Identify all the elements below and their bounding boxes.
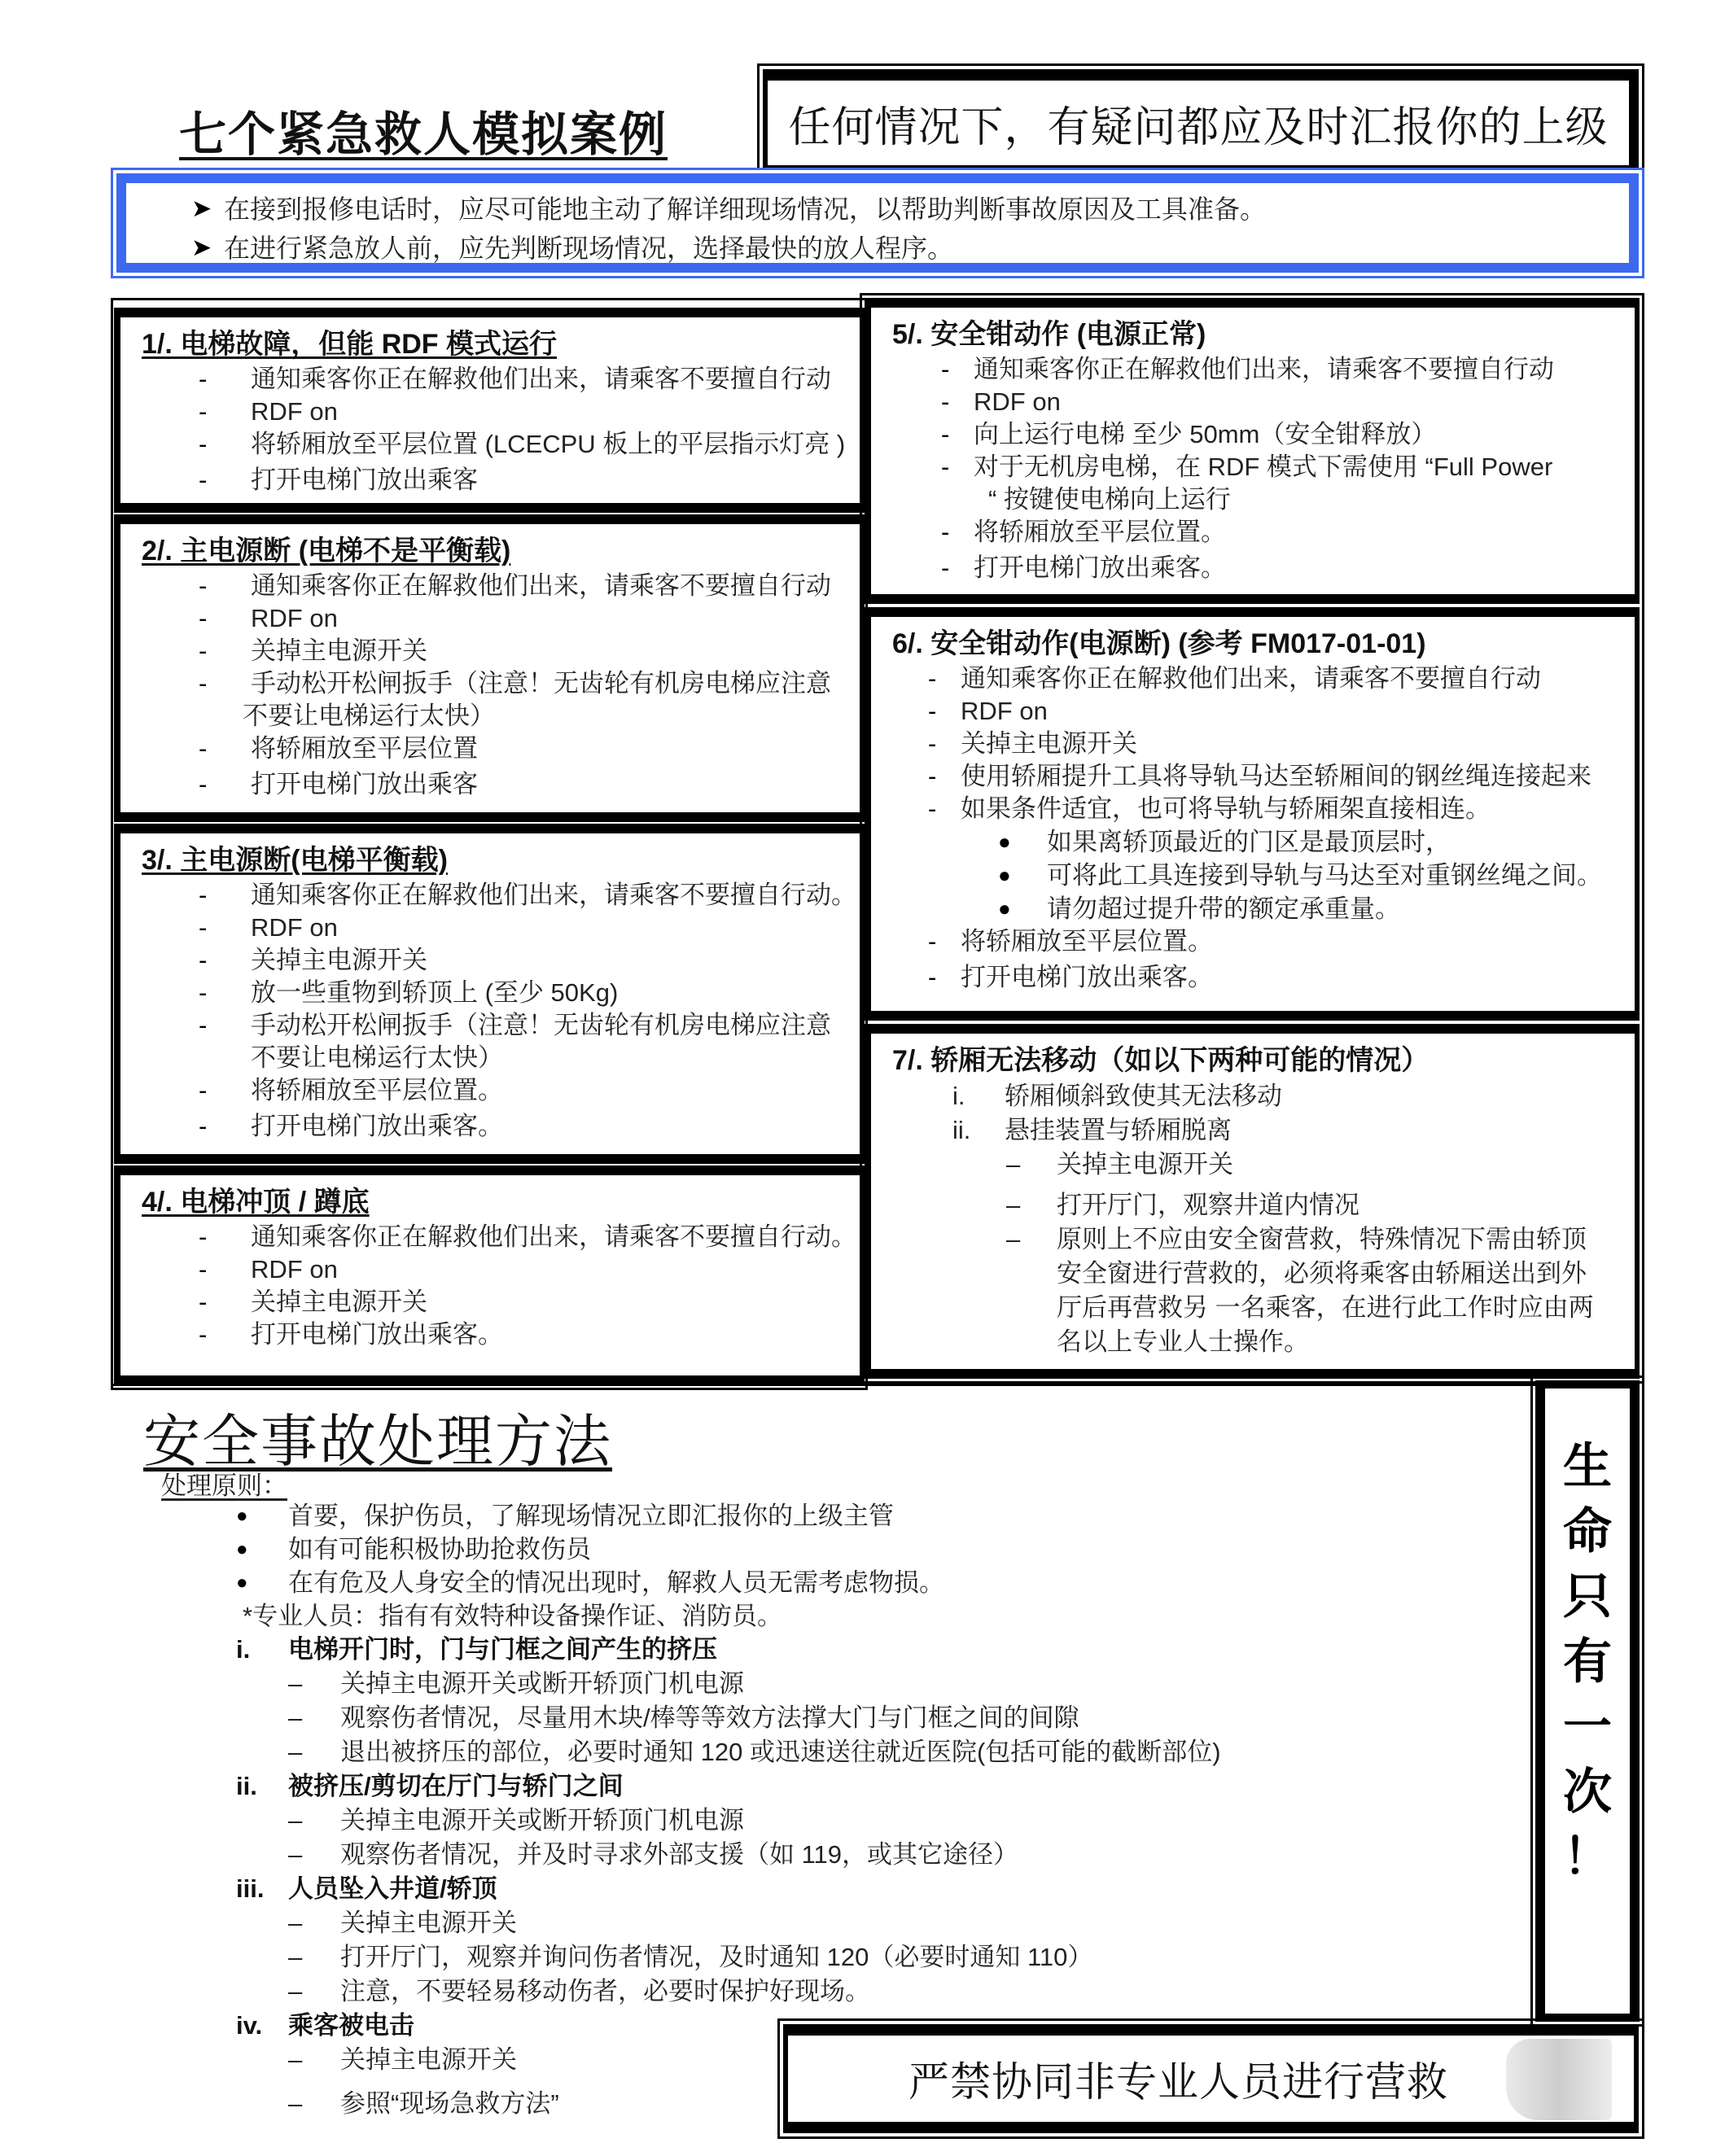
dash-icon: – — [288, 1909, 303, 1937]
case-title: 5/. 安全钳动作 (电源正常) — [892, 319, 1206, 350]
scenario-title: 电梯开门时，门与门框之间产生的挤压 — [288, 1635, 717, 1664]
case-step: 通知乘客你正在解救他们出来，请乘客不要擅自行动 — [251, 571, 831, 600]
slogan-char: 生 — [1563, 1438, 1612, 1495]
case-step: 手动松开松闸扳手（注意！无齿轮有机房电梯应注意 — [251, 1011, 831, 1039]
dash-icon: – — [288, 1977, 303, 2005]
dash-icon: - — [199, 913, 208, 942]
principle-item: 首要，保护伤员，了解现场情况立即汇报你的上级主管 — [288, 1502, 894, 1530]
scenario-step: 观察伤者情况，并及时寻求外部支援（如 119，或其它途径） — [340, 1840, 1019, 1869]
dash-icon: - — [199, 365, 208, 393]
case-1 — [114, 308, 865, 513]
dash-icon: - — [928, 762, 937, 790]
dash-icon: - — [199, 770, 208, 798]
bullet-icon: ● — [998, 863, 1011, 887]
dash-icon: – — [288, 2045, 303, 2074]
scenario-number: iii. — [236, 1874, 265, 1903]
scenario-step: 打开厅门，观察并询问伤者情况，及时通知 120（必要时通知 110） — [340, 1943, 1093, 1971]
scenario-step: 注意，不要轻易移动伤者，必要时保护好现场。 — [340, 1977, 870, 2005]
life-slogan-box — [1530, 1375, 1644, 2027]
notice-text: 在接到报修电话时，应尽可能地主动了解详细现场情况，以帮助判断事故原因及工具准备。 — [224, 195, 1267, 224]
case-step: RDF on — [961, 697, 1048, 725]
case-step: 打开电梯门放出乘客 — [251, 466, 478, 494]
principle-label: 处理原则： — [161, 1472, 287, 1500]
case-step: RDF on — [251, 604, 338, 632]
divider — [111, 1384, 1539, 1386]
dash-icon: - — [199, 669, 208, 698]
professional-note: *专业人员：指有有效特种设备操作证、消防员。 — [243, 1602, 783, 1630]
arrow-bullet-icon: ➤ — [191, 195, 212, 222]
slogan-char: 命 — [1563, 1503, 1612, 1560]
dash-icon: – — [288, 1703, 303, 1732]
notice-line — [191, 229, 1629, 268]
case-step: 关掉主电源开关 — [1057, 1150, 1233, 1179]
bullet-icon: ● — [236, 1505, 248, 1527]
slogan-char: 只 — [1563, 1568, 1612, 1625]
scenario-number: ii. — [236, 1772, 257, 1800]
case-step: 通知乘客你正在解救他们出来，请乘客不要擅自行动 — [251, 365, 831, 393]
case-3 — [114, 824, 865, 1164]
case-step: 如果条件适宜，也可将导轨与轿厢架直接相连。 — [961, 794, 1491, 823]
case-step: 对于无机房电梯，在 RDF 模式下需使用 “Full Power — [974, 453, 1553, 481]
case-title: 4/. 电梯冲顶 / 蹲底 — [142, 1187, 370, 1218]
page-title: 七个紧急救人模拟案例 — [179, 108, 668, 161]
case-step: RDF on — [251, 913, 338, 942]
scenario-step: 关掉主电源开关或断开轿顶门机电源 — [340, 1806, 744, 1835]
principle-item: 如有可能积极协助抢救伤员 — [288, 1535, 591, 1563]
case-step: RDF on — [251, 397, 338, 426]
dash-icon: - — [199, 978, 208, 1007]
case-step: 关掉主电源开关 — [251, 1288, 427, 1316]
case-5 — [865, 298, 1640, 604]
case-item: 轿厢倾斜致使其无法移动 — [1005, 1082, 1282, 1110]
case-step: 放一些重物到轿顶上 (至少 50Kg) — [251, 978, 619, 1007]
dash-icon: – — [288, 1943, 303, 1971]
case-step: 打开电梯门放出乘客。 — [251, 1320, 503, 1349]
case-title: 7/. 轿厢无法移动（如以下两种可能的情况） — [892, 1045, 1429, 1076]
bullet-icon: ● — [236, 1538, 248, 1560]
slogan-char: 有 — [1563, 1633, 1612, 1690]
dash-icon: – — [288, 1738, 303, 1766]
dash-icon: - — [199, 636, 208, 665]
dash-icon: - — [199, 1112, 208, 1140]
dash-icon: – — [288, 1840, 303, 1869]
dash-icon: - — [928, 963, 937, 991]
banner-text: 任何情况下，有疑问都应及时汇报你的上级 — [788, 103, 1609, 151]
slogan-char: 一 — [1563, 1699, 1612, 1756]
case-step: 向上运行电梯 至少 50mm（安全钳释放） — [974, 420, 1437, 448]
bullet-icon: ● — [998, 896, 1011, 921]
case-bullet: 如果离轿顶最近的门区是最顶层时， — [1047, 828, 1451, 856]
case-step: 将轿厢放至平层位置。 — [251, 1076, 503, 1104]
dash-icon: - — [199, 466, 208, 494]
case-step: RDF on — [251, 1255, 338, 1284]
case-bullet: 可将此工具连接到导轨与马达至对重钢丝绳之间。 — [1047, 861, 1602, 890]
case-step: RDF on — [974, 387, 1061, 416]
case-step: 将轿厢放至平层位置。 — [974, 518, 1226, 546]
case-step: 不要让电梯运行太快） — [251, 1043, 503, 1072]
forbid-text: 严禁协同非专业人员进行营救 — [908, 2059, 1448, 2105]
notice-line — [191, 190, 1629, 229]
case-step: 关掉主电源开关 — [251, 946, 427, 974]
case-step: 将轿厢放至平层位置 (LCECPU 板上的平层指示灯亮 ) — [251, 430, 846, 458]
dash-icon: – — [1006, 1191, 1021, 1219]
case-step: 打开电梯门放出乘客。 — [251, 1112, 503, 1140]
scenario-number: i. — [236, 1635, 251, 1664]
scenario-step: 观察伤者情况，尽量用木块/棒等等效方法撑大门与门框之间的间隙 — [340, 1703, 1079, 1732]
scenario-step: 关掉主电源开关或断开轿顶门机电源 — [340, 1669, 744, 1698]
scenario-number: iv. — [236, 2011, 263, 2040]
safety-title: 安全事故处理方法 — [143, 1410, 612, 1473]
case-step: 使用轿厢提升工具将导轨马达至轿厢间的钢丝绳连接起来 — [961, 762, 1591, 790]
case-step: 通知乘客你正在解救他们出来，请乘客不要擅自行动 — [974, 355, 1554, 383]
dash-icon: – — [288, 2089, 303, 2118]
dash-icon: - — [199, 946, 208, 974]
slogan-char: 次 — [1563, 1764, 1612, 1821]
scenario-title: 被挤压/剪切在厅门与轿门之间 — [288, 1772, 624, 1800]
case-2 — [114, 514, 865, 822]
dash-icon: - — [199, 1320, 208, 1349]
case-step: 通知乘客你正在解救他们出来，请乘客不要擅自行动。 — [251, 1222, 856, 1251]
dash-icon: - — [941, 453, 950, 481]
dash-icon: – — [288, 1669, 303, 1698]
case-7 — [865, 1024, 1640, 1379]
dash-icon: - — [199, 1255, 208, 1284]
bullet-icon: ● — [998, 829, 1011, 854]
arrow-bullet-icon: ➤ — [191, 234, 212, 261]
principle-item: 在有危及人身安全的情况出现时，解救人员无需考虑物损。 — [288, 1568, 944, 1597]
case-step: 打开电梯门放出乘客。 — [974, 553, 1226, 582]
dash-icon: - — [941, 420, 950, 448]
dash-icon: - — [199, 734, 208, 763]
case-4 — [114, 1165, 865, 1385]
bullet-icon: ● — [236, 1572, 248, 1594]
case-step: 关掉主电源开关 — [251, 636, 427, 665]
case-6 — [865, 607, 1640, 1021]
case-title: 3/. 主电源断(电梯平衡载) — [142, 845, 448, 876]
case-bullet: 请勿超过提升带的额定承重量。 — [1047, 894, 1400, 923]
case-step: 手动松开松闸扳手（注意！无齿轮有机房电梯应注意 — [251, 669, 831, 698]
case-step: 通知乘客你正在解救他们出来，请乘客不要擅自行动 — [961, 664, 1541, 693]
dash-icon: – — [1006, 1150, 1021, 1179]
dash-icon: - — [199, 430, 208, 458]
case-title: 2/. 主电源断 (电梯不是平衡载) — [142, 536, 511, 566]
case-step: 打开厅门，观察井道内情况 — [1057, 1191, 1359, 1219]
dash-icon: – — [1006, 1225, 1021, 1253]
dash-icon: - — [199, 1076, 208, 1104]
scenario-step: 关掉主电源开关 — [340, 2045, 517, 2074]
dash-icon: - — [928, 927, 937, 956]
dash-icon: - — [928, 794, 937, 823]
scenario-step: 关掉主电源开关 — [340, 1909, 517, 1937]
case-item: 悬挂装置与轿厢脱离 — [1005, 1116, 1232, 1144]
item-number: ii. — [952, 1116, 971, 1144]
dash-icon: - — [199, 604, 208, 632]
dash-icon: - — [941, 518, 950, 546]
scenario-step: 退出被挤压的部位，必要时通知 120 或迅速送往就近医院(包括可能的截断部位) — [340, 1738, 1221, 1766]
dash-icon: - — [199, 1222, 208, 1251]
case-step: “ 按键使电梯向上运行 — [988, 485, 1231, 514]
case-step: 打开电梯门放出乘客。 — [961, 963, 1213, 991]
dash-icon: - — [941, 387, 950, 416]
dash-icon: – — [288, 1806, 303, 1835]
watermark-blur — [1506, 2039, 1612, 2120]
case-step: 将轿厢放至平层位置。 — [961, 927, 1213, 956]
dash-icon: - — [199, 397, 208, 426]
case-step: 将轿厢放至平层位置 — [251, 734, 478, 763]
case-step: 不要让电梯运行太快） — [243, 702, 495, 730]
dash-icon: - — [199, 1288, 208, 1316]
item-number: i. — [952, 1082, 965, 1110]
slogan-char: ！ — [1563, 1829, 1612, 1886]
case-step: 原则上不应由安全窗营救，特殊情况下需由轿顶安全窗进行营救的，必须将乘客由轿厢送出到外厅后再营救另 一名乘客，在进行此工作时应由两名以上专业人士操作。 — [1057, 1225, 1594, 1356]
case-title: 6/. 安全钳动作(电源断) (参考 FM017-01-01) — [892, 628, 1426, 659]
report-banner — [757, 63, 1644, 176]
dash-icon: - — [941, 355, 950, 383]
notice-box — [111, 168, 1644, 278]
scenario-step: 参照“现场急救方法” — [340, 2089, 559, 2118]
dash-icon: - — [199, 1011, 208, 1039]
dash-icon: - — [928, 697, 937, 725]
notice-text: 在进行紧急放人前，应先判断现场情况，选择最快的放人程序。 — [224, 234, 954, 263]
dash-icon: - — [199, 571, 208, 600]
case-step: 关掉主电源开关 — [961, 729, 1137, 758]
dash-icon: - — [928, 664, 937, 693]
dash-icon: - — [941, 553, 950, 582]
scenario-title: 人员坠入井道/轿顶 — [288, 1874, 497, 1903]
case-title: 1/. 电梯故障，但能 RDF 模式运行 — [142, 329, 558, 360]
scenario-title: 乘客被电击 — [288, 2011, 414, 2040]
dash-icon: - — [928, 729, 937, 758]
dash-icon: - — [199, 881, 208, 909]
case-step: 通知乘客你正在解救他们出来，请乘客不要擅自行动。 — [251, 881, 856, 909]
case-step: 打开电梯门放出乘客 — [251, 770, 478, 798]
